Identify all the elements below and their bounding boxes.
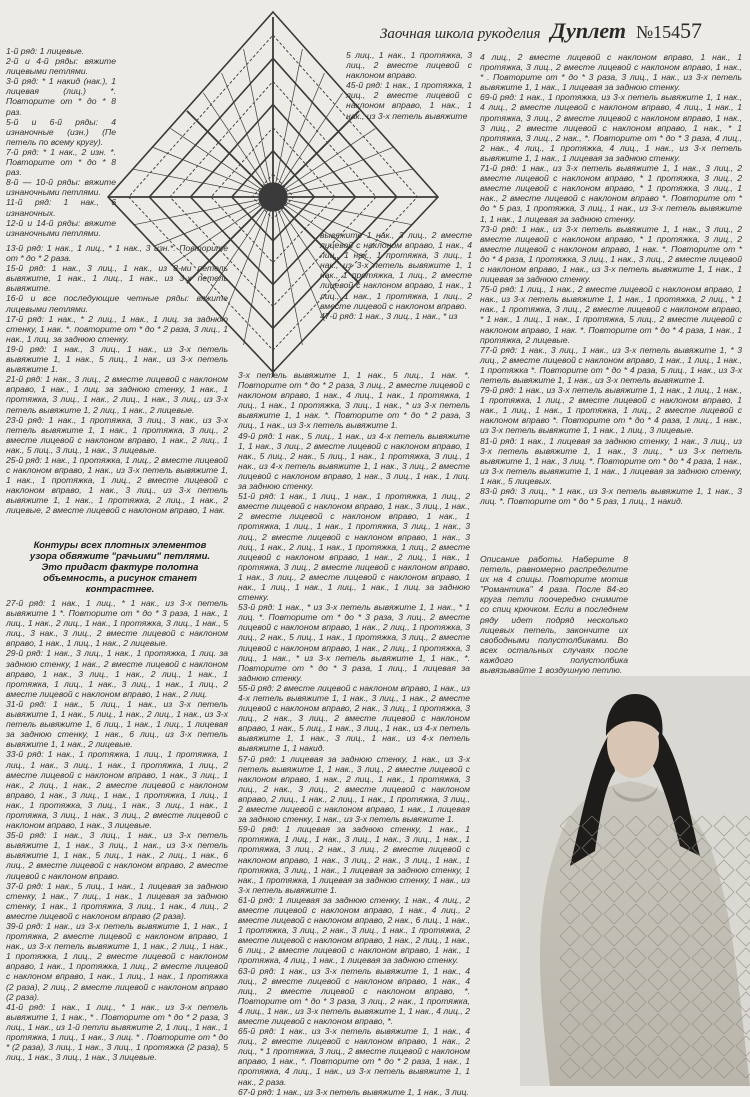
paragraph: 45-й ряд: 1 нак., 1 протяжка, 1 лиц., 2 вместе лицевой с наклоном вправо, 1 нак., 1 нак., из 3-х петель вывяжите	[346, 80, 472, 121]
model-photo	[520, 676, 750, 1086]
paragraph: 79-й ряд: 1 нак., из 3-х петель вывяжите 1, 1 нак., 1 лиц., 1 нак., 1 протяжка, 1 лиц., 2 вместе лицевой с наклоном вправо, 1 нак., 1 лиц., 1 нак., 1 протяжка, 1 лиц., 2 вместе лицевой с наклоном вправо *. Повторите от * до * 4 раза, 1 лиц., 1 нак., из 3-х петель вывяжите 1, 1 нак., 1 лиц., 3 лицевые.	[480, 385, 742, 436]
instructions-column-a2	[6, 243, 228, 538]
instructions-column-b-mid	[320, 230, 472, 370]
paragraph: 39-й ряд: 1 нак., из 3-х петель вывяжите 1, 1 нак., 1 протяжка, 2 вместе лицевой с наклоном вправо, 1 нак., из 3-х петель вывяжите 1, 1 нак., 2 лиц., 1 нак., 1 протяжка, 1 лиц., 2 вместе лицевой с наклоном вправо, 1 нак., 1 протяжка, 1 лиц., 2 вместе лицевой с наклоном вправо, 1 нак., 1 лиц., 1 нак., 1 протяжка (2 раза), 2 лиц., 2 вместе лицевой с наклоном вправо (2 раза).	[6, 921, 228, 1002]
paragraph: 83-й ряд: 3 лиц., * 1 нак., из 3-х петель вывяжите 1, 1 нак., 3 лиц. *. Повторите от * до * 5 раз, 1 лиц., 1 накид.	[480, 486, 742, 507]
paragraph: 35-й ряд: 1 нак., 3 лиц., 1 нак., из 3-х петель вывяжите 1, 1 нак., 3 лиц., 1 нак., из 3-х петель вывяжите 1, 1 нак., 5 лиц., 1 нак., 2 лиц., 1 нак., 6 лиц., 2 вместе лицевой с наклоном вправо, 2 вместе лицевой с наклоном вправо.	[6, 830, 228, 881]
paragraph: 7-й ряд: * 1 нак., 2 изн. *. Повторите от * до * 8 раз.	[6, 146, 116, 178]
paragraph: 12-й и 14-й ряды: вяжите изнаночными петлями.	[6, 217, 116, 238]
paragraph: 53-й ряд: 1 нак., * из 3-х петель вывяжите 1, 1 нак., * 1 лиц. *. Повторите от * до * 3 раза, 3 лиц., 2 вместе лицевой с наклоном вправо, 1 нак., 2 лиц., 1 протяжка, 3 лиц., 2 нак., 5 лиц., 1 нак., 1 протяжка, 3 лиц., 2 вместе лицевой с наклоном вправо, 1 нак., 2 лиц., 1 протяжка, 3 лиц., 1 нак., * из 3-х петель вывяжите 1, 1 нак., *. Повторите от * до * 3 раза, 1 лиц., 1 лицевая за заднюю стенку.	[238, 602, 470, 683]
paragraph: 55-й ряд: 2 вместе лицевой с наклоном вправо, 1 нак., из 4-х петель вывяжите 1, 1 нак., 3 лиц., 1 нак., 2 вместе лицевой с наклоном вправо, 2 нак., 3 лиц., 1 протяжка, 3 лиц., 2 нак., 3 лиц., 2 вместе лицевой с наклоном вправо, 1 нак., 5 лиц., 1 нак., 3 лиц., 1 нак., из 4-х петель вывяжите 1, 1 нак., 3 лиц., 1 нак., из 4-х петель вывяжите 1, 1 накид.	[238, 682, 470, 754]
instructions-column-a3	[6, 598, 228, 1086]
paragraph: 3-х петель вывяжите 1, 1 нак., 5 лиц., 1 нак. *. Повторите от * до * 2 раза, 3 лиц., 2 вместе лицевой с наклоном вправо, 1 нак., 4 лиц., 1 нак., 1 протяжка, 1 лиц., 1 нак., 1 протяжка, 3 лиц., 1 нак., * из 3-х петель вывяжите 1, 1 нак. *. Повторите от * до * 2 раза, 3 лиц., 1 нак., из 3-х петель вывяжите 1.	[238, 370, 470, 431]
instructions-column-b	[238, 370, 470, 1097]
paragraph: 17-й ряд: 1 нак., * 2 лиц., 1 нак., 1 лиц. за заднюю стенку, 1 нак. *. повторите от * до * 2 раза, 3 лиц., 1 нак., 1 лиц. за заднюю стенку.	[6, 313, 228, 344]
paragraph: 16-й и все последующие четные ряды: вяжите лицевыми петлями.	[6, 293, 228, 314]
paragraph: 31-й ряд: 1 нак., 5 лиц., 1 нак., из 3-х петель вывяжите 1, 1 нак., 5 лиц., 1 нак., 2 лиц., 1 нак., из 3-х петель вывяжите 1, 6 лиц., 1 нак., 1 лиц., 1 лицевая за заднюю стенку, 1 нак., 6 лиц., из 3-х петель вывяжите 1, 1 нак., 2 лицевые.	[6, 698, 228, 750]
paragraph: 27-й ряд: 1 нак., 1 лиц., * 1 нак., из 3-х петель вывяжите 1 *. Повторите от * до * 3 раза, 1 нак., 1 лиц., 1 нак., 2 лиц., 1 нак., 1 протяжка, 3 лиц., 1 нак., 5 лиц., 3 нак., 3 лиц., 2 вместе лицевой с наклоном вправо, 1 нак., 1 лиц., 1 нак., 2 лицевые.	[6, 598, 228, 649]
paragraph: вывяжите 1 нак., 3 лиц., 2 вместе лицевой с наклоном вправо, 1 нак., 4 лиц., 1 нак., 1 протяжка, 3 лиц., 1 нак., из 3-х петель вывяжите 1, 1 нак., 1 протяжка, 1 лиц., 2 вместе лицевой с наклоном вправо, 1 нак., 1 лиц., 1 нак., 1 протяжка, 1 лиц., 2 вместе лицевой с наклоном вправо.	[320, 230, 472, 311]
paragraph: 65-й ряд: 1 нак., из 3-х петель вывяжите 1, 1 нак., 4 лиц., 2 вместе лицевой с наклоном вправо, 1 нак., 2 лиц., * 1 протяжка, 3 лиц., 2 вместе лицевой с наклоном вправо, 1 нак., *. Повторите от * до * 2 раза, 1 нак., 1 протяжка, 4 лиц., 1 нак., из 3-х петель вывяжите 1, 1 нак., 2 раза.	[238, 1026, 470, 1087]
paragraph: Описание работы. Наберите 8 петель, равномерно распределите их на 4 спицы. Повторите мотив "Романтика" 4 раза. После 84-го круга петли поочередно снимите со спиц крючком. Если в последнем ряду идет подряд несколько лицевых петель, закончите их свободными полустолбиками. Во всех остальных случаях после каждого полустолбика вывязывайте 1 воздушную петлю.	[480, 554, 628, 676]
paragraph: 5-й и 6-й ряды: 4 изнаночные (изн.) (Пе петель по всему кругу).	[6, 116, 116, 147]
paragraph: 63-й ряд: 1 нак., из 3-х петель вывяжите 1, 1 нак., 4 лиц., 2 вместе лицевой с наклоном вправо, 1 нак., 4 лиц., 2 вместе лицевой с наклоном вправо, *. Повторите от * до * 3 раза, 3 лиц., 2 нак., 1 протяжка, 4 лиц., 1 нак., из 3-х петель вывяжите 1, 1 нак., 4 лиц., 2 вместе лицевой с наклоном вправо, *.	[238, 965, 470, 1026]
paragraph: 41-й ряд: 1 нак., 1 лиц., * 1 нак., из 3-х петель вывяжите 1, 1 нак., * . Повторите от * до * 2 раза, 3 лиц., 1 нак., из 1-й петли вывяжите 2, 1 лиц., 1 нак., 1 протяжка, 1 лиц., 1 нак., 3 лиц. * . Повторите от * до * (2 раза), 3 лиц., 1 нак., 3 лиц., 1 протяжка (2 раза), 5 лиц., 1 нак., 3 лиц., 1 нак., 3 лицевые.	[6, 1001, 228, 1063]
page-number-box	[680, 18, 740, 48]
paragraph: 15-й ряд: 1 нак., 3 лиц., 1 нак., из 8-ми петель вывяжите, 1 нак., 1 лиц., 1 нак., из 3-х петель вывяжите.	[6, 263, 228, 294]
contour-note: Контуры всех плотных элементов узора обвяжите "рачьими" петлями. Это придаст фактуре полотна объемность, а рисунок станет контрастнее.	[29, 540, 211, 595]
paragraph: 61-й ряд: 1 лицевая за заднюю стенку, 1 нак., 4 лиц., 2 вместе лицевой с наклоном вправо, 1 нак., 4 лиц., 2 вместе лицевой с наклоном вправо, 2 нак., 6 лиц., 1 нак., 1 протяжка, 3 лиц., 2 нак., 3 лиц., 1 нак., 1 протяжка, 2 вместе лицевой с наклоном вправо, 1 нак., 2 лиц., 1 нак., 6 лиц., 2 вместе лицевой с наклоном вправо, 1 нак., 1 протяжка, 4 лиц., 1 нак., 1 лицевая за заднюю стенку.	[238, 894, 470, 966]
paragraph: 3-й ряд: * 1 накид (нак.), 1 лицевая (лиц.) *. Повторите от * до * 8 раз.	[6, 76, 116, 117]
paragraph: 23-й ряд: 1 нак., 1 протяжка, 3 лиц., 3 нак., из 3-х петель вывяжите 1, 1 нак., 1 протяжка, 3 лиц., 2 вместе лицевой с наклоном вправо, 1 нак., 2 лиц., 1 нак., 5 лиц., 3 лиц., 1 нак., 3 лицевые.	[6, 414, 228, 455]
paragraph: 2-й и 4-й ряды: вяжите лицевыми петлями.	[6, 56, 116, 77]
paragraph: 69-й ряд: 1 нак., 1 протяжка, из 3-х петель вывяжите 1, 1 нак., 4 лиц., 2 вместе лицевой с наклоном вправо, 4 лиц., 1 нак., 1 протяжка, 3 лиц., 2 вместе лицевой с наклоном вправо, 1 нак., 3 лиц., 2 вместе лицевой с наклоном вправо, 1 нак., * 1 протяжка, 3 лиц., 2 нак., *. Повторите от * до * 3 раза, 4 лиц., 2 нак., 4 лиц., 1 протяжка, 4 лиц., 1 нак., из 3-х петель вывяжите 1, 1 нак., 1 лицевая за заднюю стенку.	[480, 92, 742, 163]
paragraph: 67-й ряд: 1 нак., из 3-х петель вывяжите 1, 1 нак., 3 лиц.	[238, 1086, 469, 1097]
paragraph: 33-й ряд: 1 нак., 1 протяжка, 1 лиц., 1 протяжка, 1 лиц., 1 нак., 3 лиц., 1 нак., 1 протяжка, 1 лиц., 2 вместе лицевой с наклоном вправо, 1 нак., 3 лиц., 1 нак., 2 лиц., 1 нак., 2 вместе лицевой с наклоном вправо, 1 нак., 3 лиц., 1 нак., 1 протяжка, 1 лиц., 1 нак., 1 протяжка, 3 лиц., 1 нак., 3 лиц., 1 нак., 1 протяжка, 3 лиц., 1 нак., 3 лиц., 2 вместе лицевой с наклоном вправо, 1 нак., 3 лицевые.	[6, 749, 228, 831]
paragraph: 77-й ряд: 1 нак., 3 лиц., 1 нак., из 3-х петель вывяжите 1, * 3 лиц., 2 вместе лицевой с наклоном вправо, 1 нак., 1 лиц., 1 нак., 1 протяжка *. Повторите от * до * 4 раза, 5 лиц., 1 нак., из 3-х петель вывяжите 1, 1 нак., из 3-х петель вывяжите 1.	[480, 344, 742, 385]
paragraph: 21-й ряд: 1 нак., 3 лиц., 2 вместе лицевой с наклоном вправо, 1 нак., 1 лиц. за заднюю стенку, 1 нак., 1 протяжка, 3 лиц., 1 нак., 2 лиц., 1 нак., 3 лиц., из 3-х петель вывяжите 1, 2 лиц., 1 нак., 2 лицевые.	[6, 374, 228, 415]
magazine-title: Дуплет	[550, 18, 626, 43]
paragraph: 11-й ряд: 1 нак., 6 изнаночных.	[6, 197, 116, 218]
paragraph: 75-й ряд: 1 лиц., 1 нак., 2 вместе лицевой с наклоном вправо, 1 нак., из 3-х петель вывяжите 1, 1 нак., 1 протяжка, 2 лиц., * 1 нак., 1 протяжка, 3 лиц., 2 вместе лицевой с наклоном вправо, * 1 нак., 1 лиц., 1 нак., 1 протяжка, 5 лиц., 2 вместе лицевой с наклоном вправо, 1 нак. *. Повторите от * до * 4 раза, 1 нак., 1 протяжка, 2 лицевые.	[480, 284, 742, 345]
paragraph: 51-й ряд: 1 нак., 1 лиц., 1 нак., 1 протяжка, 1 лиц., 2 вместе лицевой с наклоном вправо, 1 нак., 3 лиц., 1 нак., 2 вместе лицевой с наклоном вправо, 1 нак., 1 протяжка, 1 лиц., 1 нак., 1 протяжка, 3 лиц., 1 нак., 3 лиц., 2 вместе лицевой с наклоном вправо, 1 нак., 3 лиц., 1 нак., 2 лиц., 1 нак., 1 протяжка, 1 лиц., 2 вместе лицевой с наклоном вправо, 1 нак., 2 лиц., 1 нак., 1 протяжка, 3 лиц., 2 вместе лицевой с наклоном вправо, 1 нак., 3 лиц., 2 вместе лицевой с наклоном вправо, 1 нак., 1 лиц., 1 нак., 1 лиц., 1 нак., 1 лиц. за заднюю стенку.	[238, 491, 470, 603]
paragraph: 37-й ряд: 1 нак., 5 лиц., 1 нак., 1 лицевая за заднюю стенку, 1 нак., 7 лиц., 1 нак., 1 лицевая за заднюю стенку, 1 нак., 1 протяжка, 3 лиц., 1 нак., 4 лиц., 2 вместе лицевой с наклоном вправо (2 раза).	[6, 880, 228, 921]
paragraph: 4 лиц., 2 вместе лицевой с наклоном вправо, 1 нак., 1 протяжка, 3 лиц., 2 вместе лицевой с наклоном вправо, 1 нак., * . Повторите от * до * 3 раза, 3 лиц., 1 нак., из 3-х петель вывяжите 1, 1 нак., 1 лицевая за заднюю стенку.	[480, 52, 742, 93]
paragraph: 71-й ряд: 1 нак., из 3-х петель вывяжите 1, 1 нак., 3 лиц., 2 вместе лицевой с наклоном вправо, * 1 протяжка, 3 лиц., 2 вместе лицевой с наклоном вправо, * 1 протяжка, 3 лиц., 1 нак., 2 вместе лицевой с наклоном вправо *. Повторите от * до * 5 раз, 1 протяжка, 3 лиц., 1 нак., из 3-х петель вывяжите 1, 1 нак., 1 лицевая за заднюю стенку.	[480, 163, 742, 224]
instructions-column-b-top	[346, 50, 472, 220]
paragraph: 25-й ряд: 1 нак., 1 протяжка, 1 лиц., 2 вместе лицевой с наклоном вправо, 1 нак., из 3-х петель вывяжите 1, 1 нак., 1 протяжка, 1 лиц., 2 вместе лицевой с наклоном вправо, 1 нак., 3 лиц., из 3-х петель вывяжите 1, 1 нак., 1 протяжка, 2 лиц., 1 нак., 2 лицевые, 2 вместе лицевой с наклоном вправо, 1 нак.	[6, 454, 228, 516]
paragraph: 13-й ряд: 1 нак., 1 лиц., * 1 нак., 3 изн.*. Повторите от * до * 2 раза.	[6, 243, 228, 264]
instructions-column-c	[480, 52, 742, 554]
paragraph: 29-й ряд: 1 нак., 3 лиц., 1 нак., 1 протяжка, 1 лиц. за заднюю стенку, 1 нак., 2 вместе лицевой с наклоном вправо, 1 нак., 3 лиц., 1 нак., 2 лиц., 1 нак., 1 протяжка, 1 лиц., 1 нак., 3 лиц., 1 нак., 1 лиц., 2 вместе лицевой с наклоном вправо, 1 нак., 2 лиц.	[6, 648, 228, 699]
paragraph: 57-й ряд: 1 лицевая за заднюю стенку, 1 нак., из 3-х петель вывяжите 1, 1 нак., 3 лиц., 2 вместе лицевой с наклоном вправо, 1 нак., 2 лиц., 1 нак., 1 протяжка, 3 лиц., 2 нак., 3 лиц., 2 вместе лицевой с наклоном вправо, 2 лиц., 1 нак., 2 лиц., 1 нак., 1 протяжка, 3 лиц., 2 вместе лицевой с наклоном вправо, 1 нак., 1 лицевая за заднюю стенку, 1 нак., из 3-х петель вывяжите 1.	[238, 753, 470, 825]
paragraph: 5 лиц., 1 нак., 1 протяжка, 3 лиц., 2 вместе лицевой с наклоном вправо.	[346, 50, 472, 81]
issue-number: №154	[635, 22, 681, 42]
paragraph: 73-й ряд: 1 нак., из 3-х петель вывяжите 1, 1 нак., 3 лиц., 2 вместе лицевой с наклоном вправо, * 1 протяжка, 3 лиц., 2 вместе лицевой с наклоном вправо, 1 нак. *. Повторите от * до * 4 раза, 1 протяжка, 3 лиц., 1 нак., 3 лиц., 2 вместе лицевой с наклоном вправо, 1 нак., из 3-х петель вывяжите 1, 1 нак., 1 лицевая за заднюю стенку.	[480, 223, 742, 285]
page-number: 57	[680, 18, 702, 43]
paragraph: 49-й ряд: 1 нак., 5 лиц., 1 нак., из 4-х петель вывяжите 1, 1 нак., 3 лиц., 2 вместе лицевой с наклоном вправо, 1 нак., 5 лиц., 2 нак., 5 лиц., 1 нак., 1 протяжка, 3 лиц., 1 нак., из 4-х петель вывяжите 1, 1 нак., 3 лиц., 2 вместе лицевой с наклоном вправо, 1 нак., 3 лиц., 1 нак., 1 лиц. за заднюю стенку.	[238, 430, 470, 492]
paragraph: 1-й ряд: 1 лицевые.	[6, 46, 85, 56]
school-title: Заочная школа рукоделия	[380, 26, 541, 42]
paragraph: 59-й ряд: 1 лицевая за заднюю стенку, 1 нак., 1 протяжка, 1 лиц., 1 нак., 3 лиц., 1 нак., 3 лиц., 1 нак., 1 протяжка, 3 лиц., 2 нак., 3 лиц., 2 вместе лицевой с наклоном вправо, 1 нак., 3 лиц., 2 нак., 3 лиц., 1 нак., 1 протяжка, 3 лиц., 1 нак., 1 лицевая за заднюю стенку, 1 нак., 1 протяжка, 1 лицевая за заднюю стенку, 1 нак., из 3-х петель вывяжите 1.	[238, 824, 470, 895]
paragraph: 47-й ряд: 1 нак., 3 лиц., 1 нак., * из	[320, 310, 458, 321]
paragraph: 81-й ряд: 1 нак., 1 лицевая за заднюю стенку, 1 нак., 3 лиц., из 3-х петель вывяжите 1, 1 нак., 3 лиц., * из 3-х петель вывяжите 1, 1 нак., 3 лиц. *. Повторите от * до * 4 раза, 1 нак., из 3-х петель вывяжите 1, 1 нак., 1 лицевая за заднюю стенку, 1 нак., 5 лицевых.	[480, 435, 742, 486]
paragraph: 8-й — 10-й ряды: вяжите изнаночными петлями.	[6, 177, 116, 198]
paragraph: 19-й ряд: 1 нак., 3 лиц., 1 нак., из 3-х петель вывяжите 1, 1 нак., 5 лиц., 1 нак., из 3-х петель вывяжите 1.	[6, 343, 228, 375]
instructions-column-a	[6, 46, 116, 243]
